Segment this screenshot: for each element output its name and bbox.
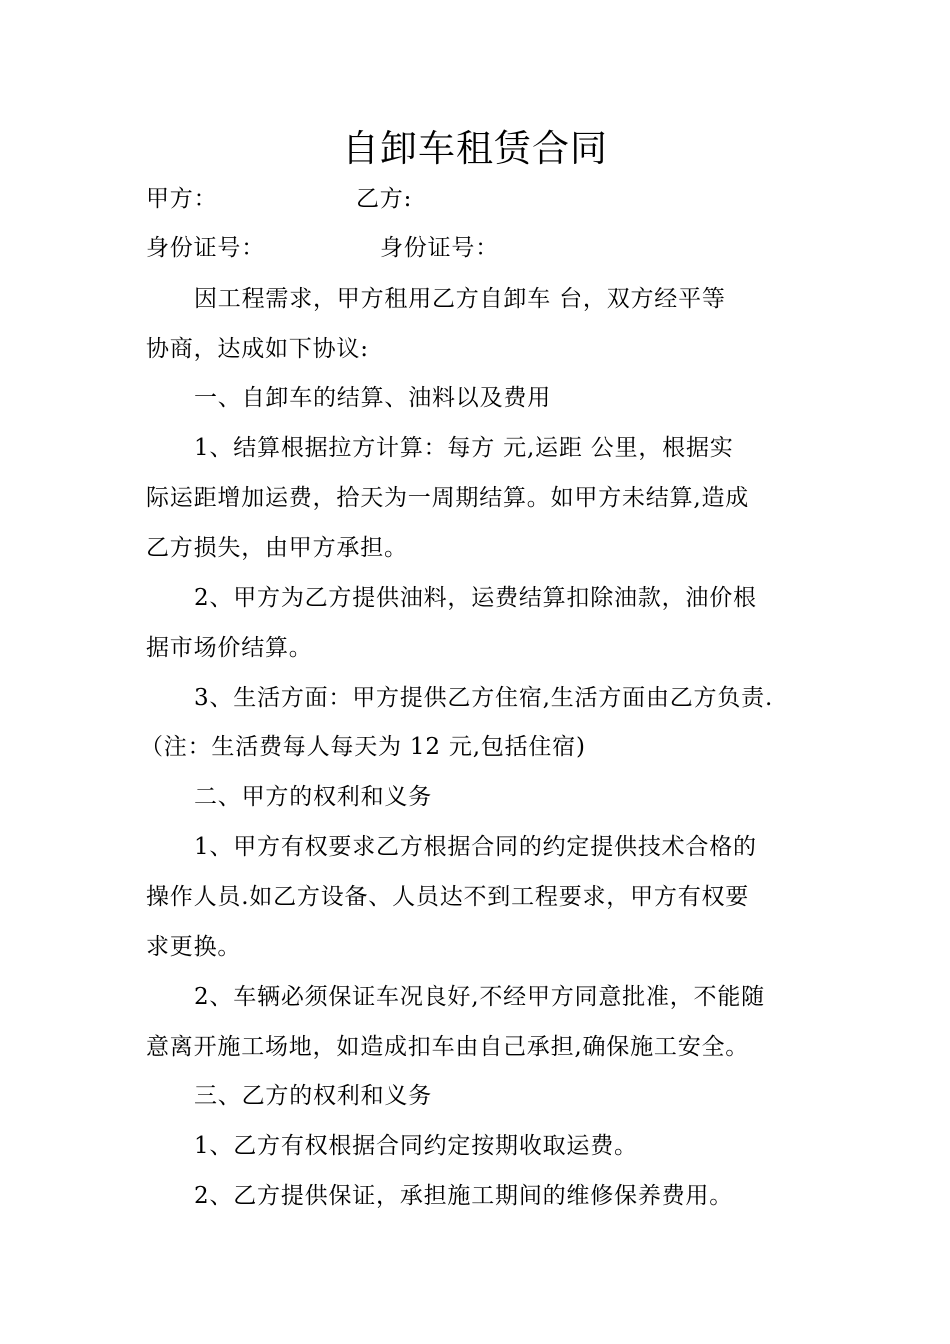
section-heading: 一、自卸车的结算、油料以及费用: [194, 385, 551, 411]
paragraph-line: 2、甲方为乙方提供油料，运费结算扣除油款，油价根: [194, 585, 757, 611]
party-a-label: 甲方：: [146, 186, 218, 212]
id-a-label: 身份证号：: [146, 235, 265, 261]
paragraph-line: 2、车辆必须保证车况良好,不经甲方同意批准，不能随: [194, 984, 765, 1010]
paragraph-line: 际运距增加运费，拾天为一周期结算。如甲方未结算,造成: [146, 485, 750, 511]
party-b-cell: [356, 184, 412, 214]
paragraph-line: 因工程需求，甲方租用乙方自卸车 台，双方经平等: [194, 286, 726, 312]
party-b-label: 乙方:: [356, 186, 413, 212]
paragraph-line: 3、生活方面：甲方提供乙方住宿,生活方面由乙方负责.: [194, 685, 774, 711]
section-heading: 二、甲方的权利和义务: [194, 784, 432, 810]
paragraph-line: 操作人员.如乙方设备、人员达不到工程要求，甲方有权要: [146, 884, 750, 910]
id-b-label: 身份证号：: [380, 235, 499, 261]
paragraph-line: 据市场价结算。: [146, 635, 313, 661]
document-title: 自卸车租赁合同: [342, 127, 608, 170]
paragraph-line: 1、结算根据拉方计算：每方 元,运距 公里，根据实: [194, 435, 734, 461]
id-b-cell: [380, 233, 499, 263]
paragraph-line: 1、甲方有权要求乙方根据合同的约定提供技术合格的: [194, 834, 757, 860]
paragraph-line: 求更换。: [146, 934, 242, 960]
id-row: [146, 233, 265, 263]
paragraph-line: 1、乙方有权根据合同约定按期收取运费。: [194, 1133, 638, 1159]
paragraph-line: 协商，达成如下协议:: [146, 336, 369, 362]
party-row: [146, 184, 217, 214]
paragraph-line: （注：生活费每人每天为 12 元,包括住宿): [140, 734, 586, 760]
section-heading: 三、乙方的权利和义务: [194, 1083, 432, 1109]
paragraph-line: 2、乙方提供保证，承担施工期间的维修保养费用。: [194, 1183, 734, 1209]
paragraph-line: 意离开施工场地，如造成扣车由自己承担,确保施工安全。: [146, 1034, 750, 1060]
paragraph-line: 乙方损失，由甲方承担。: [146, 535, 408, 561]
